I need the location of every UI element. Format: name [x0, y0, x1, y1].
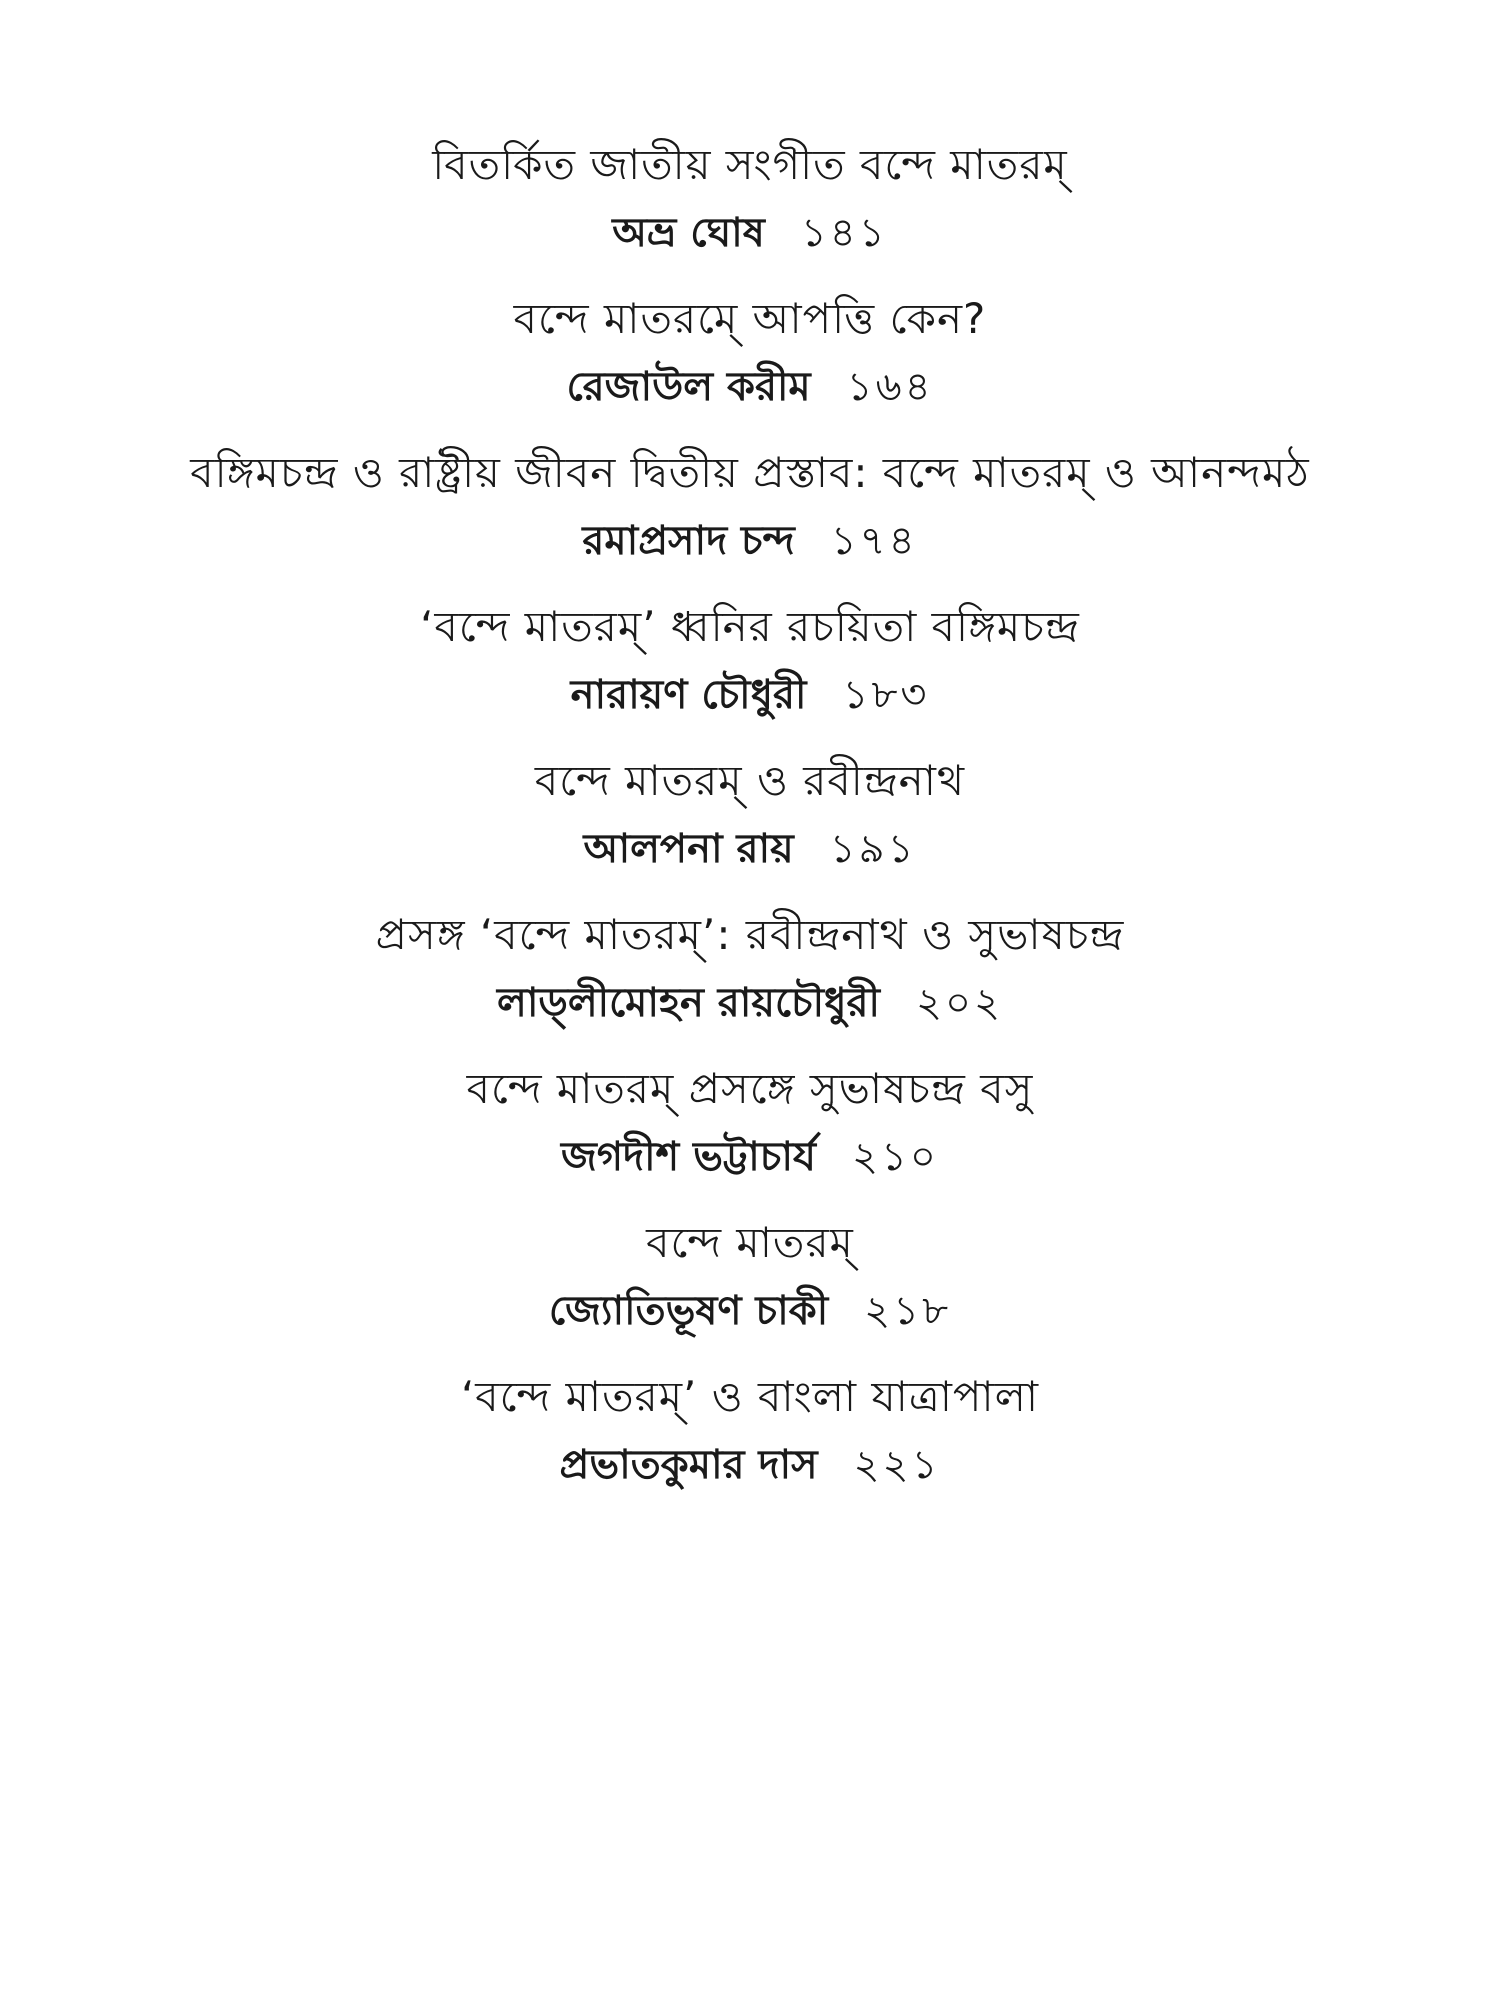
- entry-meta: [0, 662, 1500, 728]
- entry-title: ‘বন্দে মাতরম্’ ধ্বনির রচয়িতা বঙ্গিমচন্দ্র: [420, 602, 1080, 651]
- toc-entry-8: [0, 1208, 1500, 1362]
- entry-title: বিতর্কিত জাতীয় সংগীত বন্দে মাতরম্: [432, 140, 1068, 189]
- toc-entry-3: [0, 438, 1500, 592]
- entry-author: অভ্র ঘোষ: [612, 210, 765, 256]
- entry-title: প্রসঙ্গ ‘বন্দে মাতরম্’: রবীন্দ্রনাথ ও সুভাষচন্দ্র: [375, 910, 1125, 959]
- entry-author: আলপনা রায়: [583, 826, 794, 872]
- entry-title: বন্দে মাতরমে্ আপত্তি কেন?: [513, 294, 987, 343]
- entry-title: ‘বন্দে মাতরম্’ ও বাংলা যাত্রাপালা: [460, 1372, 1040, 1421]
- entry-page-number: ১৬৪: [846, 364, 934, 410]
- entry-author: লাড্‌লীমোহন রায়চৌধুরী: [497, 980, 880, 1026]
- toc-entry-4: [0, 592, 1500, 746]
- toc-entry-7: [0, 1054, 1500, 1208]
- entry-author: প্রভাতকুমার দাস: [559, 1442, 818, 1488]
- entry-author: রমাপ্রসাদ চন্দ: [582, 518, 795, 564]
- entry-author: নারায়ণ চৌধুরী: [570, 672, 807, 718]
- entry-author: রেজাউল করীম: [566, 364, 811, 410]
- toc-entry-9: [0, 1362, 1500, 1516]
- toc-entry-2: [0, 284, 1500, 438]
- entry-page-number: ২১৮: [864, 1288, 952, 1334]
- entry-page-number: ১৯১: [829, 826, 917, 872]
- toc-entry-1: [0, 130, 1500, 284]
- table-of-contents: [0, 130, 1500, 1516]
- toc-entry-5: [0, 746, 1500, 900]
- entry-page-number: ১৮৩: [842, 672, 930, 718]
- entry-meta: [0, 816, 1500, 882]
- entry-title: বন্দে মাতরম্ প্রসঙ্গে সুভাষচন্দ্র বসু: [466, 1064, 1034, 1113]
- entry-page-number: ১৭৪: [830, 518, 918, 564]
- entry-author: জগদীশ ভট্টাচার্য: [561, 1134, 816, 1180]
- entry-title: বন্দে মাতরম্: [646, 1218, 854, 1267]
- entry-meta: [0, 200, 1500, 266]
- toc-entry-6: [0, 900, 1500, 1054]
- entry-title: বঙ্গিমচন্দ্র ও রাষ্ট্রীয় জীবন দ্বিতীয় প্রস্তাব: বন্দে মাতরম্ ও আনন্দমঠ: [190, 448, 1310, 497]
- entry-meta: [0, 508, 1500, 574]
- entry-page-number: ২১০: [851, 1134, 939, 1180]
- entry-author: জ্যোতিভূষণ চাকী: [548, 1288, 829, 1334]
- entry-meta: [0, 1278, 1500, 1344]
- entry-page-number: ২০২: [915, 980, 1003, 1026]
- entry-page-number: ১৪১: [800, 210, 888, 256]
- entry-title: বন্দে মাতরম্ ও রবীন্দ্রনাথ: [534, 756, 966, 805]
- entry-page-number: ২২১: [853, 1442, 941, 1488]
- entry-meta: [0, 970, 1500, 1036]
- entry-meta: [0, 354, 1500, 420]
- entry-meta: [0, 1432, 1500, 1498]
- entry-meta: [0, 1124, 1500, 1190]
